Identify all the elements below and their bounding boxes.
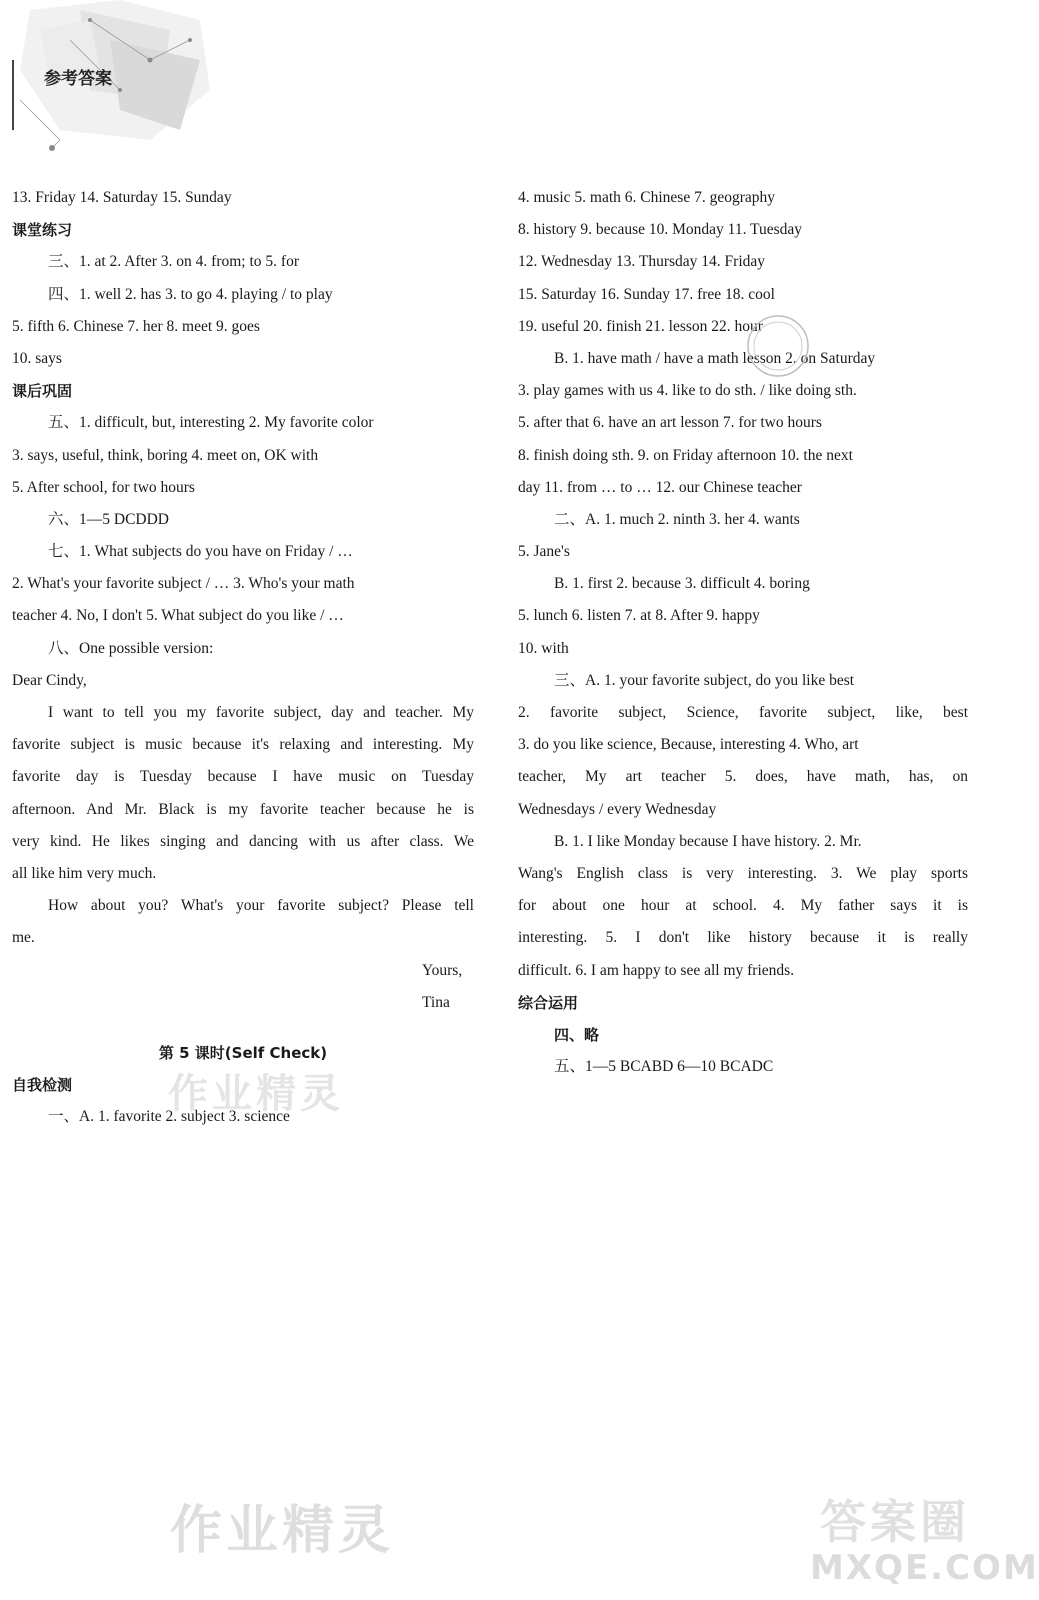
- left-line: 六、1—5 DCDDD: [48, 510, 169, 528]
- left-line: 一、A. 1. favorite 2. subject 3. science: [48, 1108, 290, 1126]
- right-line: 二、A. 1. much 2. ninth 3. her 4. wants: [554, 510, 800, 528]
- left-line: favorite subject is music because it's relaxing and interesting. My: [12, 736, 474, 754]
- watermark-mid: 作业精灵: [168, 1071, 344, 1117]
- left-line: 课堂练习: [12, 221, 73, 240]
- left-line: 四、1. well 2. has 3. to go 4. playing / to play: [48, 285, 333, 303]
- right-line: teacher, My art teacher 5. does, have math, has, on: [518, 768, 968, 786]
- right-line: day 11. from … to … 12. our Chinese teacher: [518, 478, 802, 496]
- left-line: 10. says: [12, 349, 62, 367]
- right-line: difficult. 6. I am happy to see all my friends.: [518, 961, 795, 979]
- right-line: 8. finish doing sth. 9. on Friday afternoon 10. the next: [518, 446, 853, 464]
- left-line: 5. After school, for two hours: [12, 478, 195, 496]
- left-line: 第 5 课时(Self Check): [158, 1043, 328, 1062]
- right-line: 12. Wednesday 13. Thursday 14. Friday: [518, 253, 766, 271]
- right-line: B. 1. first 2. because 3. difficult 4. boring: [554, 575, 810, 593]
- right-line: 15. Saturday 16. Sunday 17. free 18. cool: [518, 285, 775, 303]
- header-decoration: [0, 0, 230, 160]
- stamp-seal: [738, 306, 818, 386]
- right-line: Wednesdays / every Wednesday: [518, 800, 717, 818]
- right-line: 8. history 9. because 10. Monday 11. Tuesday: [518, 221, 803, 239]
- left-line: I want to tell you my favorite subject, day and teacher. My: [48, 704, 474, 721]
- right-line: B. 1. have math / have a math lesson 2. on Saturday: [554, 349, 876, 367]
- left-line: 5. fifth 6. Chinese 7. her 8. meet 9. goes: [12, 317, 260, 335]
- left-line: 三、1. at 2. After 3. on 4. from; to 5. for: [48, 253, 299, 271]
- right-line: 三、A. 1. your favorite subject, do you like best: [554, 671, 855, 689]
- left-line: very kind. He likes singing and dancing with us after class. We: [12, 832, 474, 850]
- right-line: for about one hour at school. 4. My father says it is: [518, 897, 968, 915]
- right-line: Wang's English class is very interesting. 3. We play sports: [518, 864, 968, 882]
- left-line: afternoon. And Mr. Black is my favorite teacher because he is: [12, 800, 474, 818]
- left-column: [12, 182, 474, 1133]
- right-line: 3. do you like science, Because, interesting 4. Who, art: [518, 736, 859, 754]
- left-line: me.: [12, 929, 35, 947]
- left-line: 八、One possible version:: [48, 639, 214, 657]
- right-line: 10. with: [518, 639, 569, 657]
- left-line: 五、1. difficult, but, interesting 2. My favorite color: [48, 414, 374, 432]
- right-line: 19. useful 20. finish 21. lesson 22. hour: [518, 317, 763, 335]
- right-line: 5. lunch 6. listen 7. at 8. After 9. happy: [518, 607, 760, 625]
- right-line: 五、1—5 BCABD 6—10 BCADC: [554, 1058, 774, 1076]
- left-line: all like him very much.: [12, 864, 157, 882]
- left-line: 自我检测: [12, 1076, 73, 1095]
- watermark-corner: MXQE.COM: [810, 1548, 1039, 1588]
- watermark-corner-cn: 答案圈: [820, 1495, 970, 1549]
- left-line: Dear Cindy,: [12, 671, 87, 689]
- right-line: 四、略: [554, 1025, 600, 1044]
- left-line: 2. What's your favorite subject / … 3. Who's your math: [12, 575, 355, 593]
- left-line: Tina: [422, 993, 450, 1011]
- right-line: 4. music 5. math 6. Chinese 7. geography: [518, 189, 775, 206]
- page-title: 参考答案: [44, 69, 112, 89]
- left-line: [12, 1019, 474, 1037]
- right-line: interesting. 5. I don't like history because it is really: [518, 929, 968, 947]
- left-line: How about you? What's your favorite subject? Please tell: [48, 897, 474, 915]
- right-line: B. 1. I like Monday because I have history. 2. Mr.: [554, 832, 862, 850]
- watermark-bottom: 作业精灵: [170, 1501, 395, 1561]
- left-line: 3. says, useful, think, boring 4. meet on, OK with: [12, 446, 319, 464]
- left-line: favorite day is Tuesday because I have music on Tuesday: [12, 768, 474, 786]
- left-line: 七、1. What subjects do you have on Friday / …: [48, 543, 353, 561]
- header-rule: [12, 60, 14, 130]
- right-line: 综合运用: [518, 993, 579, 1012]
- left-line: teacher 4. No, I don't 5. What subject do you like / …: [12, 607, 344, 625]
- left-line: 课后巩固: [12, 382, 73, 401]
- left-line: Yours,: [422, 961, 463, 979]
- right-line: 2. favorite subject, Science, favorite subject, like, best: [518, 704, 968, 721]
- right-line: 5. Jane's: [518, 543, 570, 561]
- right-line: 3. play games with us 4. like to do sth. / like doing sth.: [518, 382, 857, 400]
- right-line: 5. after that 6. have an art lesson 7. for two hours: [518, 414, 822, 432]
- left-line: 13. Friday 14. Saturday 15. Sunday: [12, 189, 232, 206]
